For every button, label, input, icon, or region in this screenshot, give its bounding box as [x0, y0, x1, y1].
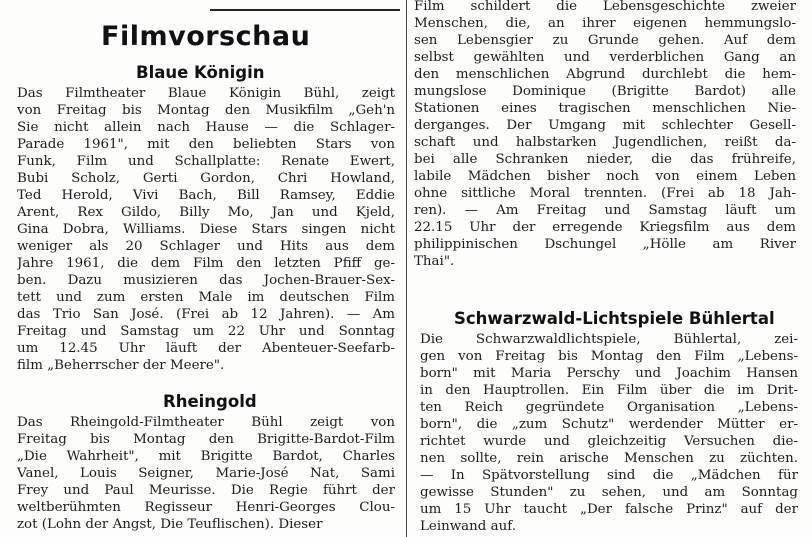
- text-line: nen sollte, rein arische Menschen zu züchten.: [420, 451, 798, 466]
- text-line: born", die „zum Schutz" werdender Mütter er-: [420, 417, 798, 432]
- text-line: Ted Herold, Vivi Bach, Bill Ramsey, Eddie: [17, 188, 395, 203]
- text-line: labile Mädchen bisher noch von einem Leben: [414, 169, 796, 184]
- text-line: um 12.45 Uhr läuft der Abenteuer-Seefarb-: [17, 341, 395, 356]
- text-line: ten Reich gegründete Organisation „Lebens-: [420, 400, 798, 415]
- text-line: Leinwand auf.: [420, 519, 516, 534]
- text-line: Thai".: [414, 254, 455, 269]
- text-line: Freitag bis Montag den Brigitte-Bardot-Film: [17, 432, 395, 447]
- text-line: um 15 Uhr taucht „Der falsche Prinz" auf der: [420, 502, 798, 517]
- text-line: richtet wurde und gleichzeitig Versuchen die-: [420, 434, 798, 449]
- page-headline: Filmvorschau: [101, 21, 311, 52]
- text-line: in den Hauptrollen. Ein Film über die im Drit-: [420, 383, 798, 398]
- text-line: Frey und Paul Meurisse. Die Regie führt der: [17, 483, 395, 498]
- text-line: Sie nicht allein nach Hause — die Schlager-: [17, 120, 395, 135]
- text-line: weltberühmten Regisseur Henri-Georges Clou-: [17, 500, 395, 515]
- text-line: Das Filmtheater Blaue Königin Bühl, zeigt: [17, 86, 395, 101]
- text-line: zot (Lohn der Angst, Die Teuflischen). Dieser: [17, 517, 323, 532]
- text-line: das Trio San José. (Frei ab 12 Jahren). — Am: [17, 307, 395, 322]
- text-line: gewisse Stunden" zu sehen, und am Sonntag: [420, 485, 798, 500]
- heading-schwarzwald-lichtspiele: Schwarzwald-Lichtspiele Bühlertal: [454, 309, 775, 328]
- text-line: Film schildert die Lebensgeschichte zweier: [414, 0, 796, 14]
- text-schwarzwald-lichtspiele: [420, 331, 798, 535]
- text-line: sen Lebensgier zu Grunde gehen. Auf dem: [414, 33, 796, 48]
- text-line: Menschen, die, an ihrer eigenen hemmungslo-: [414, 16, 796, 31]
- header-rule: [210, 9, 400, 11]
- text-line: Vanel, Louis Seigner, Marie-José Nat, Sami: [17, 466, 395, 481]
- text-line: mungslose Dominique (Brigitte Bardot) alle: [414, 84, 796, 99]
- text-blaue-koenigin: [17, 85, 395, 374]
- text-line: tett und zum ersten Male im deutschen Film: [17, 290, 395, 305]
- text-line: Stationen eines tragischen menschlichen Nie-: [414, 101, 796, 116]
- text-line: Jahre 1961, die dem Film den letzten Pfiff ge-: [17, 256, 395, 271]
- heading-blaue-koenigin: Blaue Königin: [136, 63, 265, 82]
- text-line: Funk, Film und Schallplatte: Renate Ewert,: [17, 154, 395, 169]
- text-line: Freitag und Samstag um 22 Uhr und Sonntag: [17, 324, 395, 339]
- text-line: weniger als 20 Schlager und Hits aus dem: [17, 239, 395, 254]
- text-line: born" mit Maria Perschy und Joachim Hansen: [420, 366, 798, 381]
- text-line: Die Schwarzwaldlichtspiele, Bühlertal, zei-: [420, 332, 798, 347]
- text-line: 22.15 Uhr der erregende Kriegsfilm aus dem: [414, 220, 796, 235]
- text-line: gen von Freitag bis Montag den Film „Lebens-: [420, 349, 798, 364]
- text-line: Gina Dobra, Williams. Diese Stars singen nicht: [17, 222, 395, 237]
- text-line: film „Beherrscher der Meere".: [17, 358, 225, 373]
- text-rheingold: [17, 414, 395, 533]
- text-line: schaft und halbstarken Jugendlichen, reißt da-: [414, 135, 796, 150]
- text-line: selbst gewählten und verderblichen Gang an: [414, 50, 796, 65]
- text-rheingold-continued: [414, 0, 796, 270]
- text-line: philippinischen Dschungel „Hölle am River: [414, 237, 796, 252]
- column-divider: [406, 0, 407, 537]
- text-line: ohne sittliche Moral trennten. (Frei ab 18 Jah-: [414, 186, 796, 201]
- text-line: „Die Wahrheit", mit Brigitte Bardot, Charles: [17, 449, 395, 464]
- text-line: — In Spätvorstellung sind die „Mädchen für: [420, 468, 798, 483]
- text-line: Bubi Scholz, Gerti Gordon, Chri Howland,: [17, 171, 395, 186]
- text-line: Parade 1961", mit den beliebten Stars von: [17, 137, 395, 152]
- text-line: von Freitag bis Montag den Musikfilm „Geh'n: [17, 103, 395, 118]
- text-line: derganges. Der Umgang mit schlechter Gesell-: [414, 118, 796, 133]
- text-line: ren). — Am Freitag und Samstag läuft um: [414, 203, 796, 218]
- text-line: den menschlichen Abgrund durchlebt die hem-: [414, 67, 796, 82]
- text-line: ben. Dazu musizieren das Jochen-Brauer-Sex-: [17, 273, 395, 288]
- heading-rheingold: Rheingold: [163, 392, 257, 411]
- text-line: Das Rheingold-Filmtheater Bühl zeigt von: [17, 415, 395, 430]
- text-line: bei alle Schranken nieder, die das frühreife,: [414, 152, 796, 167]
- text-line: Arent, Rex Gildo, Billy Mo, Jan und Kjeld,: [17, 205, 395, 220]
